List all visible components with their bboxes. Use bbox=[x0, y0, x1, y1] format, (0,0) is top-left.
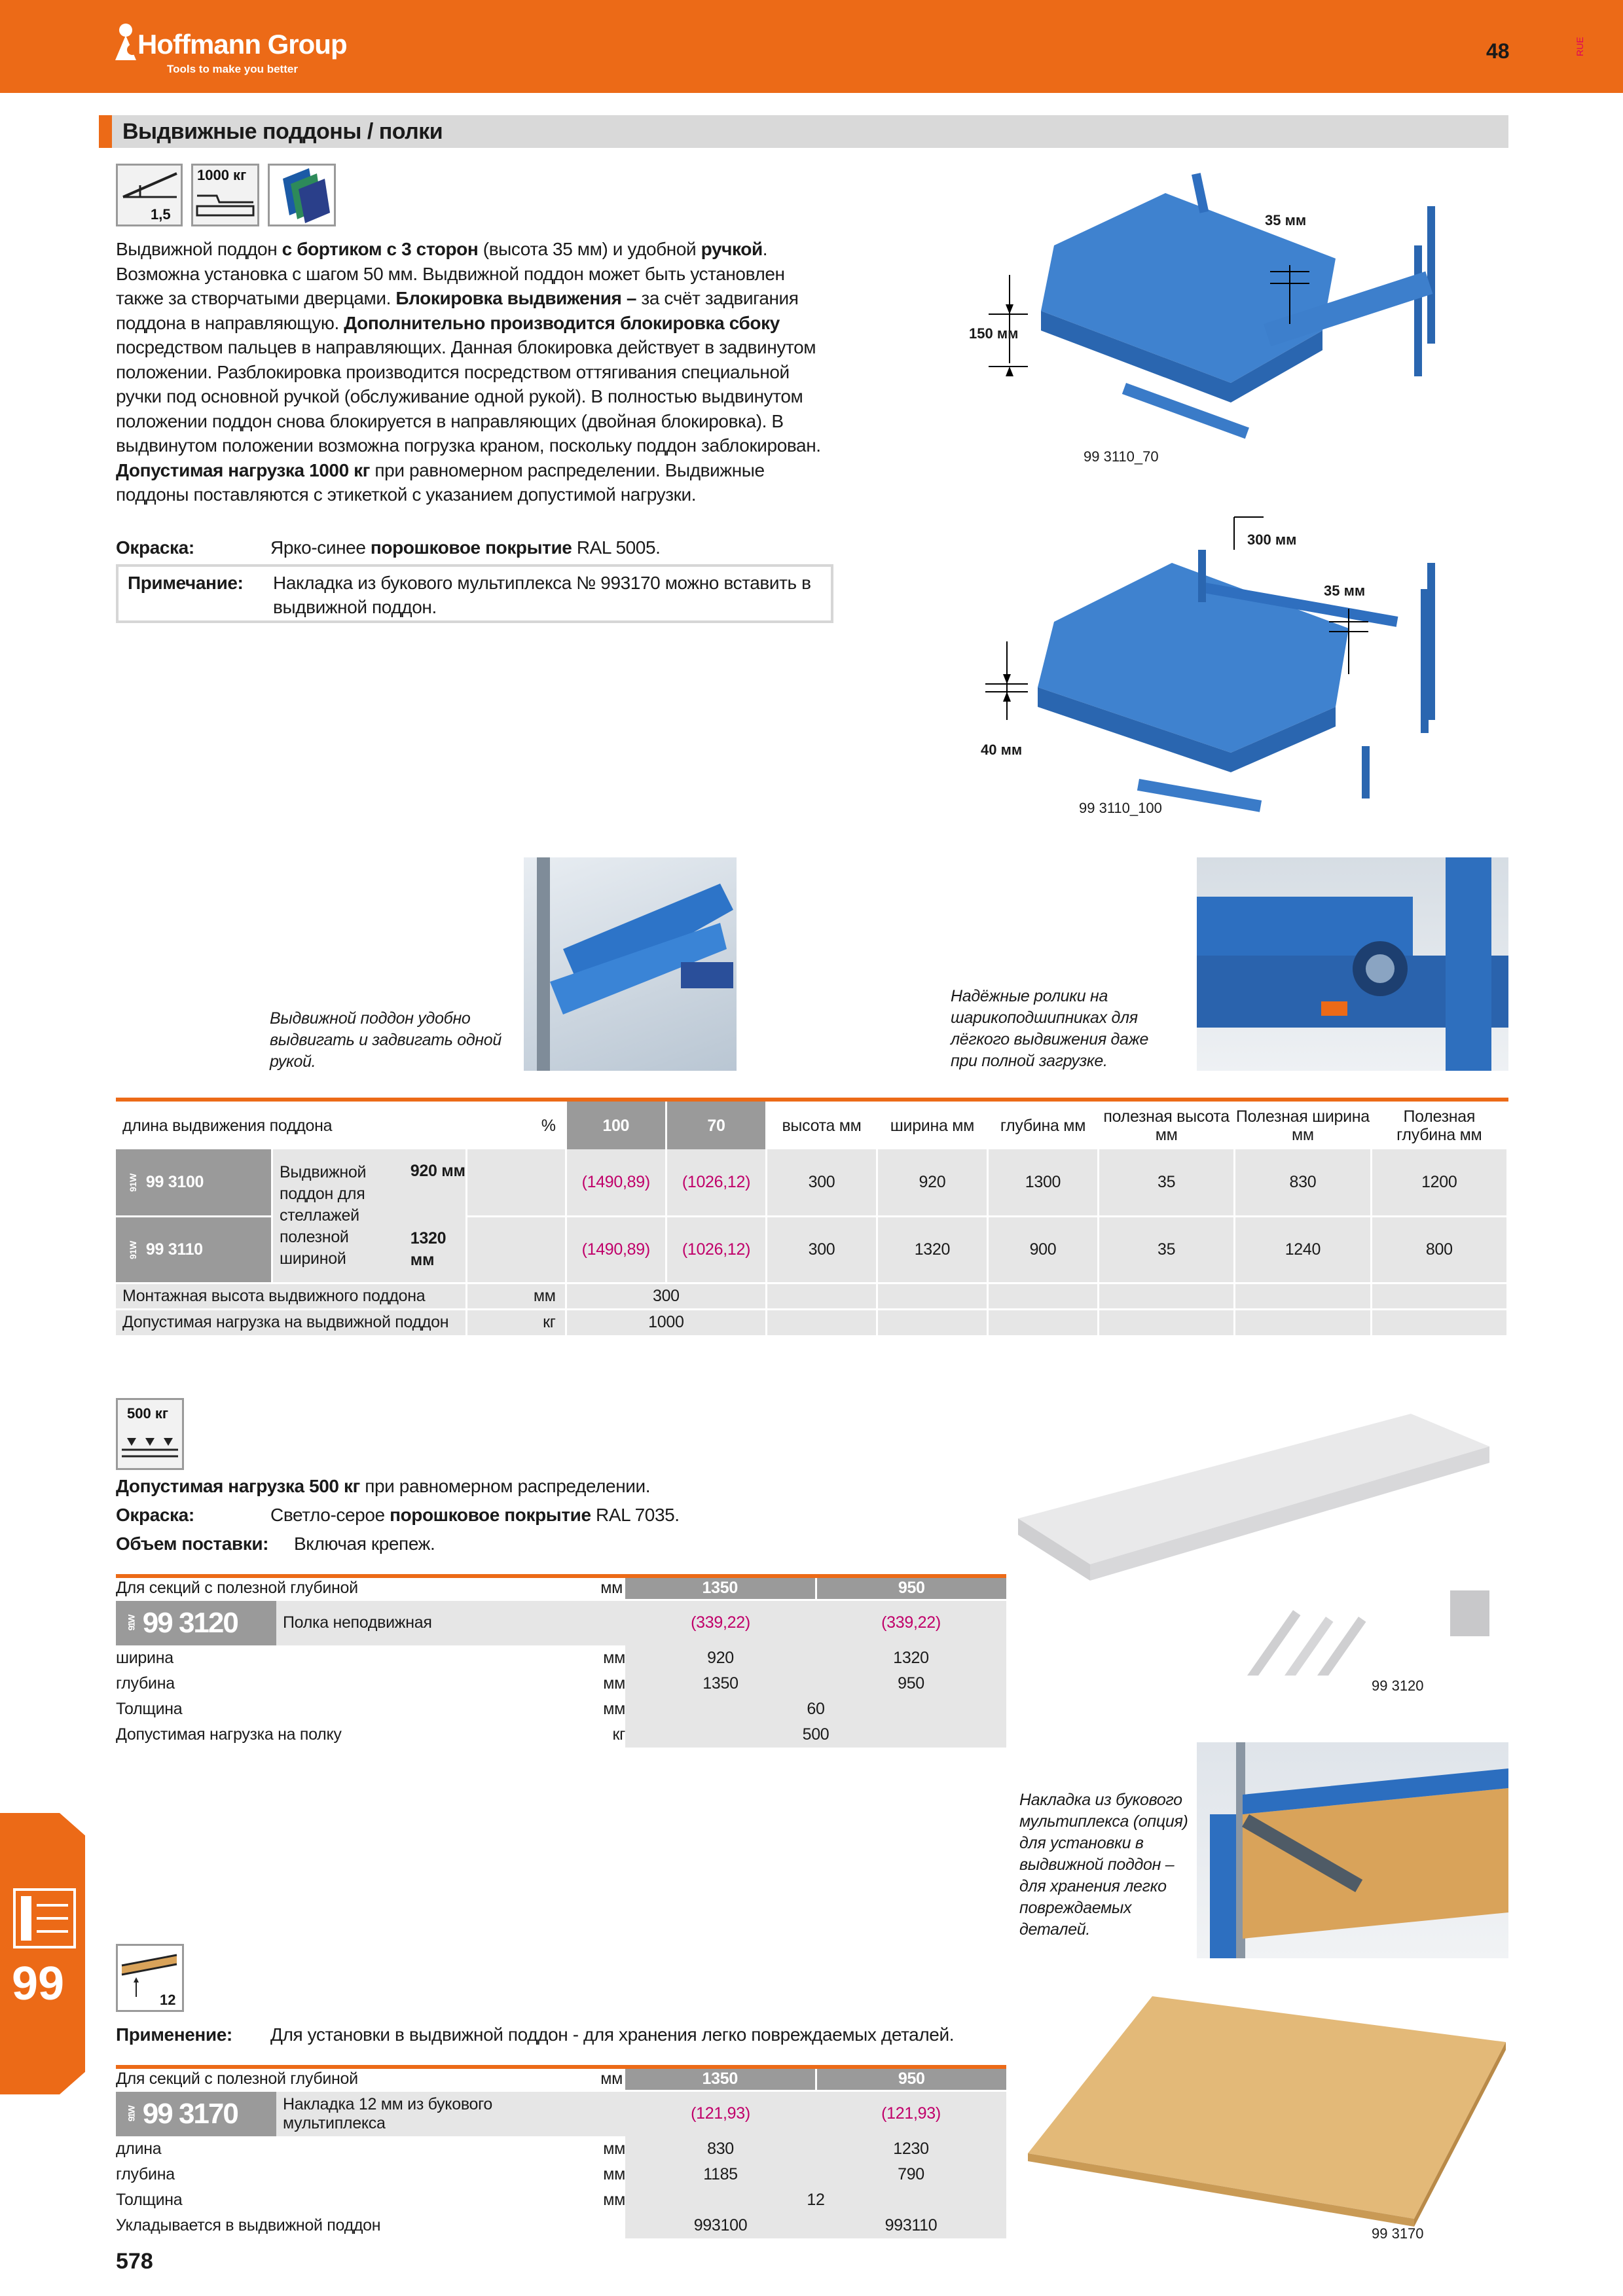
shelf-code: 99 3120 bbox=[1372, 1677, 1424, 1694]
fig1-code: 99 3110_70 bbox=[1084, 448, 1159, 465]
caption-rollers: Надёжные ролики на шарикоподшипниках для лёгкого выдвижения даже при полной загрузке. bbox=[951, 987, 1149, 1070]
dim-35mm-label: 35 мм bbox=[1265, 212, 1307, 228]
thickness-12-icon: 12 bbox=[116, 1944, 184, 2012]
table-row: Толщина мм 60 bbox=[116, 1696, 1006, 1722]
section-title-bar bbox=[99, 115, 1508, 148]
page-number-footer: 578 bbox=[116, 2249, 153, 2274]
article-number: 99 3100 bbox=[145, 1172, 204, 1191]
shelving-chapter-icon bbox=[13, 1888, 76, 1948]
finish-row: Окраска: Ярко-синее порошковое покрытие RAL 5005. bbox=[116, 537, 661, 558]
pallet-description: Выдвижной поддон с бортиком с 3 сторон (высота 35 мм) и удобной ручкой. Возможна установка с шагом 50 мм. Выдвижной поддон может быть установлен также за створчатыми дверцами. Блокировка выдвижения – за счёт задвигания поддона в направляющую. Дополнительно производится блокировка сбоку посредством пальцев в направляющих. Данная блокировка действует в задвинутом положении. Разблокировка производится посредством оттягивания специальной ручки под основной ручкой (обслуживание одной рукой). В полностью выдвинутом положении поддон снова блокируется в направляющих (двойная блокировка). В выдвинутом положении возможна погрузка краном, поскольку поддон заблокирован. Допустимая нагрузка 1000 кг при равномерном распределении. Выдвижные поддоны поставляются с этикеткой с указанием допустимой нагрузки. bbox=[116, 239, 821, 505]
brand-slogan: Tools to make you better bbox=[167, 63, 298, 75]
insert-code: 99 3170 bbox=[1372, 2225, 1424, 2242]
pallet-drawing-9931110-100 bbox=[956, 511, 1512, 825]
header-depth: глубина мм bbox=[987, 1100, 1098, 1149]
header-width: ширина мм bbox=[877, 1100, 987, 1149]
photo-insert-in-pallet bbox=[1197, 1742, 1508, 1958]
load-capacity-icon: 1000 кг bbox=[191, 164, 259, 226]
header-percent: % bbox=[467, 1100, 566, 1149]
pallet-drawing-9931110-70 bbox=[956, 167, 1512, 488]
extension-icon: 1,5 bbox=[116, 164, 183, 226]
header-70: 70 bbox=[666, 1100, 766, 1149]
table-row: Монтажная высота выдвижного поддона мм 300 bbox=[116, 1283, 1508, 1309]
table-row: глубина мм 1350 950 bbox=[116, 1671, 1006, 1696]
table-row: 91W 99 3110 (1490,89) (1026,12) 300 1320 900 35 1240 800 bbox=[116, 1216, 1508, 1283]
table-row: 91W 99 3120 Полка неподвижная (339,22) (339,22) bbox=[116, 1600, 1006, 1645]
table-row: Допустимая нагрузка на полку кг 500 bbox=[116, 1722, 1006, 1748]
table-row: длина мм 830 1230 bbox=[116, 2136, 1006, 2162]
load-500kg-icon: 500 кг bbox=[116, 1398, 184, 1470]
header-extension-length: длина выдвижения поддона bbox=[116, 1100, 467, 1149]
article-number: 99 3120 bbox=[142, 1606, 238, 1639]
chapter-number: 99 bbox=[12, 1958, 65, 2010]
shelf-spec-table: Для секций с полезной глубиной мм 1350 950 91W 99 3120 Полка неподвижная (339,22) (339,22) ширина мм 920 1320 глубина мм 1350 950 Толщина мм 60 Допустимая нагрузка на полку кг 500 bbox=[116, 1574, 1006, 1748]
header-usable-height: полезная высота мм bbox=[1099, 1100, 1235, 1149]
article-number: 99 3170 bbox=[142, 2097, 238, 2130]
header-height: высота мм bbox=[767, 1100, 877, 1149]
table-row: Толщина мм 12 bbox=[116, 2187, 1006, 2213]
pallet-spec-table bbox=[116, 1098, 1508, 1335]
beech-insert-drawing bbox=[1021, 1996, 1512, 2232]
color-swatches-icon bbox=[268, 164, 336, 226]
table-row: 91W 99 3100 Выдвижной поддон для стеллажей полезной шириной 920 мм 1320 мм (1490,89) (1026,12) 300 920 1300 35 830 1200 bbox=[116, 1149, 1508, 1216]
shelf-finish-row: Окраска: Светло-серое порошковое покрытие RAL 7035. bbox=[116, 1505, 680, 1525]
note-box: Примечание: Накладка из букового мультиплекса № 993170 можно вставить в выдвижной поддон. bbox=[116, 564, 833, 623]
dim-300mm-label: 300 мм bbox=[1247, 531, 1297, 548]
fixed-shelf-drawing bbox=[1018, 1414, 1516, 1676]
shelf-scope-row: Объем поставки: Включая крепеж. bbox=[116, 1534, 435, 1554]
header-usable-depth: Полезная глубина мм bbox=[1371, 1100, 1507, 1149]
table-row: ширина мм 920 1320 bbox=[116, 1645, 1006, 1671]
dim-150mm-label: 150 мм bbox=[969, 325, 1019, 342]
caption-insert: Накладка из букового мультиплекса (опция) для установки в выдвижной поддон – для хранения легко повреждаемых деталей. bbox=[1019, 1791, 1188, 1939]
insert-usage-row: Применение: Для установки в выдвижной поддон - для хранения легко повреждаемых деталей. bbox=[116, 2024, 955, 2045]
fig2-code: 99 3110_100 bbox=[1079, 800, 1162, 816]
table-row: Укладывается в выдвижной поддон 993100 993110 bbox=[116, 2213, 1006, 2238]
brand-name: Hoffmann Group bbox=[137, 29, 347, 60]
header-100: 100 bbox=[566, 1100, 666, 1149]
dim-35mm-inner-label: 35 мм bbox=[1324, 583, 1366, 599]
pallet-description-cell: Выдвижной поддон для стеллажей полезной шириной bbox=[280, 1162, 367, 1268]
table-row: глубина мм 1185 790 bbox=[116, 2162, 1006, 2187]
insert-spec-table: Для секций с полезной глубиной мм 1350 950 91W 99 3170 Накладка 12 мм из букового мультиплекса (121,93) (121,93) длина мм 830 1230 глубина мм 1185 790 Толщина мм 12 Укладывается в выдвижной поддон 993100 993110 bbox=[116, 2065, 1006, 2238]
article-number: 99 3110 bbox=[145, 1240, 203, 1259]
photo-pallet-in-use bbox=[524, 857, 737, 1071]
photo-ball-bearing-rollers bbox=[1197, 857, 1508, 1071]
dim-40mm-label: 40 мм bbox=[981, 742, 1023, 758]
language-code: RUE bbox=[1575, 37, 1585, 56]
caption-one-hand: Выдвижной поддон удобно выдвигать и задвигать одной рукой. bbox=[270, 1009, 502, 1071]
table-row: Допустимая нагрузка на выдвижной поддон кг 1000 bbox=[116, 1309, 1508, 1335]
hoffmann-logo-icon bbox=[113, 21, 139, 62]
catalog-page-number: 48 bbox=[1486, 39, 1510, 63]
section-title: Выдвижные поддоны / полки bbox=[122, 119, 443, 144]
chapter-tab bbox=[0, 1813, 85, 2094]
table-row: 91W 99 3170 Накладка 12 мм из букового мультиплекса (121,93) (121,93) bbox=[116, 2090, 1006, 2136]
shelf-load-text: Допустимая нагрузка 500 кг при равномерном распределении. bbox=[116, 1476, 651, 1496]
header-usable-width: Полезная ширина мм bbox=[1235, 1100, 1371, 1149]
